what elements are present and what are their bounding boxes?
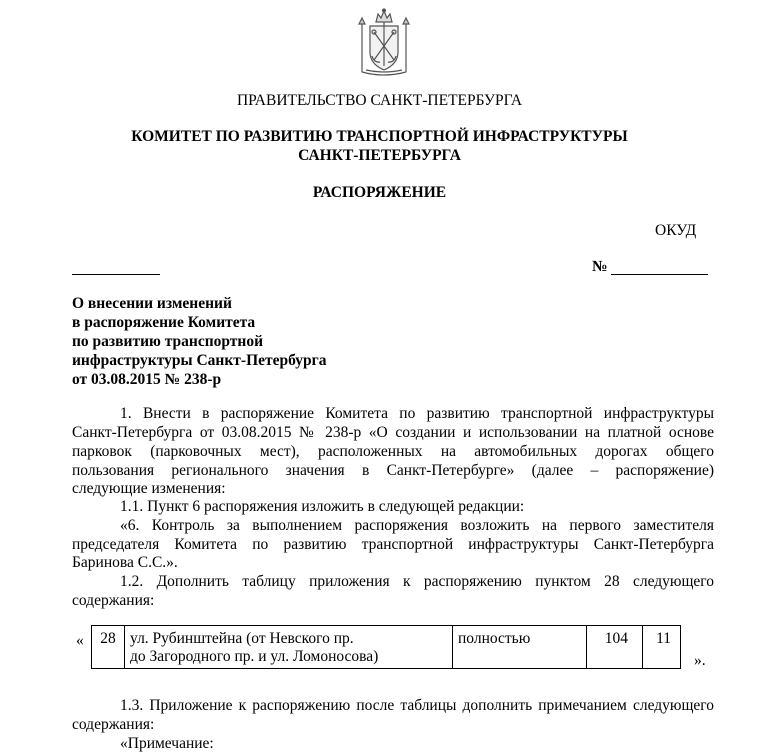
street-cell [125, 626, 453, 669]
title-line: по развитию транспортной [72, 333, 264, 350]
coat-of-arms-emblem [356, 8, 412, 78]
committee-name-line2: САНКТ-ПЕТЕРБУРГА [298, 147, 461, 164]
paragraph-1-line: 1. Внести в распоряжение Комитета по развитию транспортной инфраструктуры [120, 405, 714, 422]
date-blank-line [72, 274, 160, 275]
title-line: от 03.08.2015 № 238-р [72, 371, 222, 388]
paragraph-1-line: Санкт-Петербурга от 03.08.2015 № 238-р «О создании и использовании на платной основе [72, 424, 714, 441]
item-6-line: «6. Контроль за выполнением распоряжения возложить на первого заместителя [120, 517, 714, 534]
street-line: ул. Рубинштейна (от Невского пр. [130, 630, 354, 647]
number-blank-line [611, 274, 708, 275]
title-line: О внесении изменений [72, 295, 232, 312]
extent-cell: полностью [453, 626, 587, 669]
row-number-cell: 28 [92, 626, 125, 669]
government-name: ПРАВИТЕЛЬСТВО САНКТ-ПЕТЕРБУРГА [236, 92, 523, 109]
committee-name-line1: КОМИТЕТ ПО РАЗВИТИЮ ТРАНСПОРТНОЙ ИНФРАСТРУКТУРЫ [131, 128, 628, 145]
insert-table [91, 625, 681, 669]
table-row [92, 626, 681, 669]
okud-label: ОКУД [655, 222, 697, 239]
item-6-line: председателя Комитета по развитию транспортной инфраструктуры Санкт-Петербурга [72, 536, 714, 553]
paragraph-1-2-line: содержания: [72, 592, 155, 609]
title-line: инфраструктуры Санкт-Петербурга [72, 352, 327, 369]
title-line: в распоряжение Комитета [72, 314, 256, 331]
number-sign: № [592, 258, 608, 275]
paragraph-1-1: 1.1. Пункт 6 распоряжения изложить в следующей редакции: [120, 498, 525, 515]
close-quote: ». [694, 652, 706, 669]
value-2-cell: 11 [643, 626, 681, 669]
paragraph-1-2-line: 1.2. Дополнить таблицу приложения к распоряжению пунктом 28 следующего [120, 573, 714, 590]
street-line: до Загородного пр. и ул. Ломоносова) [130, 648, 379, 665]
value-1-cell: 104 [587, 626, 643, 669]
paragraph-1-line: следующие изменения: [72, 480, 226, 497]
paragraph-1-3-line: содержания: [72, 716, 155, 733]
document-type: РАСПОРЯЖЕНИЕ [312, 184, 447, 201]
document-title [72, 294, 326, 389]
paragraph-1-3-line: 1.3. Приложение к распоряжению после таблицы дополнить примечанием следующего [120, 697, 714, 714]
paragraph-1-line: пользования регионального значения в Санкт-Петербурге» (далее – распоряжение) [72, 462, 714, 479]
item-6-line: Баринова С.С.». [72, 554, 178, 571]
open-quote: « [76, 632, 84, 649]
note-heading: «Примечание: [120, 735, 214, 752]
paragraph-1-line: парковок (парковочных мест), расположенных на автомобильных дорогах общего [72, 443, 714, 460]
